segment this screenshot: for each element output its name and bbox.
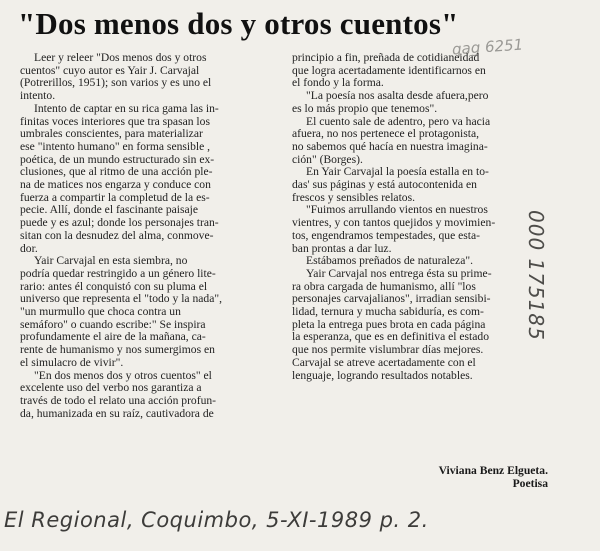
paragraph: "En dos menos dos y otros cuentos" el excelente uso del verbo nos garantiza a través de todo el relato una acción profun- da, humanizada en su raíz, cautivadora de bbox=[20, 368, 217, 420]
source-annotation: El Regional, Coquimbo, 5-XI-1989 p. 2. bbox=[4, 508, 429, 532]
margin-annotation: 000 175185 bbox=[524, 210, 548, 341]
paragraph: Leer y releer "Dos menos dos y otros cuentos" cuyo autor es Yair J. Carvajal (Potrerillos, 1951); son varios y es uno el intento. bbox=[20, 51, 212, 103]
paragraph: "La poesía nos asalta desde afuera,pero es lo más propio que tenemos". bbox=[292, 89, 489, 115]
paragraph: En Yair Carvajal la poesía estalla en to- das' sus páginas y está autocontenida en frescos y sensibles relatos. bbox=[292, 165, 489, 204]
paragraph: Yair Carvajal en esta siembra, no podría quedar restringido a un género lite- rario: antes él conquistó con su pluma el universo que representa el "todo y la nada", "un murmullo que choca contra un semáforo" o cuando escribe:" Se inspira profundamente el aire de la mañana, ca- rente de humanismo y nos sumergimos en el simulacro de vivir". bbox=[20, 254, 222, 369]
paragraph: Yair Carvajal nos entrega ésta su prime- ra obra cargada de humanismo, allí "los personajes carvajalianos", irradian sensibi- lidad, ternura y mucha sabiduría, es com- pleta la entrega pues brota en cada página la esperanza, que es en definitiva el estado que nos permite vislumbrar días mejores. Carvajal se atreve acertadamente con el lenguaje, logrando resultados notables. bbox=[292, 266, 492, 382]
article-column-left bbox=[20, 52, 278, 420]
author-byline bbox=[380, 464, 548, 490]
article-column-right bbox=[292, 52, 549, 382]
paragraph: Intento de captar en su rica gama las in- finitas voces interiores que tra spasan los umbrales conscientes, para materializar ese "intento humano" en forma sensible , poética, de un mundo estructurado sin ex- clusiones, que al ritmo de una acción ple- na de matices nos engarza y conduce con fuerza a compartir la completud de la es- pecie. Allí, donde el fascinante paisaje puede y es azul; donde los personajes tran- sitan con la desnudez del alma, conmove- dor. bbox=[20, 101, 219, 255]
author-role: Poetisa bbox=[512, 477, 548, 490]
author-name: Viviana Benz Elgueta. bbox=[438, 464, 548, 477]
paragraph: "Fuimos arrullando vientos en nuestros vientres, y con tantos quejidos y movimien- tos, engendramos tempestades, que esta- ban prontas a dar luz. bbox=[292, 203, 496, 255]
article-headline: "Dos menos dos y otros cuentos" bbox=[18, 6, 459, 41]
paragraph: Estábamos preñados de naturaleza". bbox=[306, 254, 473, 268]
archive-code-annotation: qag 6251 bbox=[451, 35, 524, 59]
paragraph: El cuento sale de adentro, pero va hacia afuera, no nos pertenece el protagonista, no sabemos qué hacía en nuestra imagina- ción" (Borges). bbox=[292, 114, 491, 166]
paragraph: principio a fin, preñada de cotidianeidad que logra acertadamente identificarnos en el fondo y la forma. bbox=[292, 51, 486, 90]
